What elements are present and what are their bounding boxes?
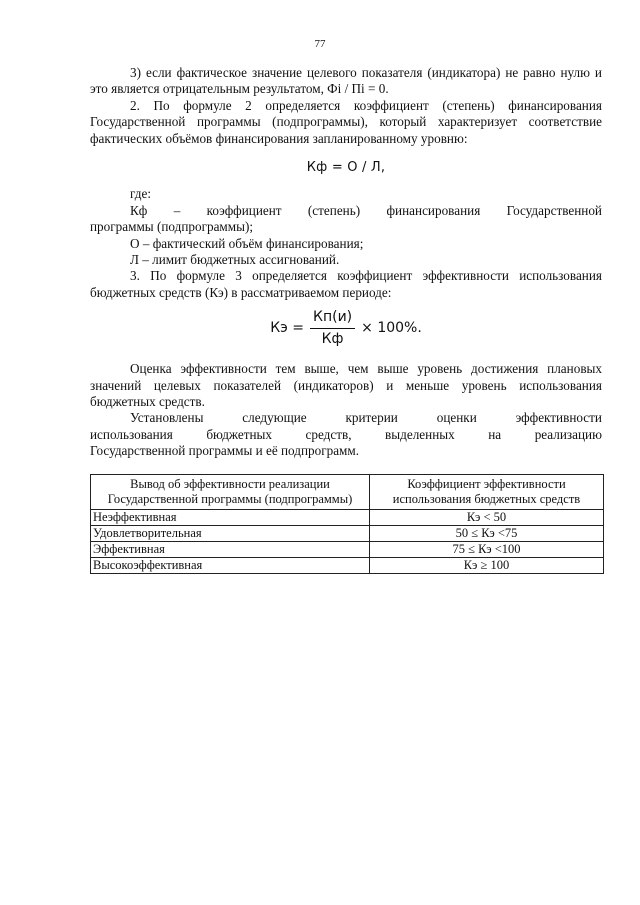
table-row bbox=[91, 557, 604, 573]
paragraph-evaluation: Оценка эффективности тем выше, чем выше уровень достижения плановых значений целевых показателей (индикаторов) и меньше уровень использования бюджетных средств. bbox=[90, 361, 602, 409]
paragraph-formula-2-intro: 2. По формуле 2 определяется коэффициент (степень) финансирования Государственной программы (подпрограммы), который характеризует соответствие фактических объёмов финансирования запланированному уровню: bbox=[90, 97, 602, 146]
criteria-table bbox=[90, 474, 604, 574]
paragraph-criteria bbox=[90, 410, 602, 459]
definition-kf-word: (степень) bbox=[307, 202, 361, 218]
formula-ke-lhs: Кэ = bbox=[270, 319, 305, 336]
where-label: где: bbox=[130, 186, 151, 202]
table-cell-value: 75 ≤ Кэ <100 bbox=[370, 541, 604, 557]
paragraph-formula-3-intro: 3. По формуле 3 определяется коэффициент эффективности использования бюджетных средств (Кэ) в рассматриваемом периоде: bbox=[90, 268, 602, 300]
definition-l: Л – лимит бюджетных ассигнований. bbox=[130, 252, 340, 268]
page-number: 77 bbox=[314, 38, 326, 50]
paragraph-condition-3: 3) если фактическое значение целевого показателя (индикатора) не равно нулю и это является отрицательным результатом, Фi / Пi = 0. bbox=[90, 65, 602, 97]
criteria-word: Установлены bbox=[130, 410, 204, 426]
table-row bbox=[91, 541, 604, 557]
formula-ke-rhs: × 100%. bbox=[361, 319, 422, 336]
criteria-word: критерии bbox=[345, 410, 398, 426]
definition-kf bbox=[90, 203, 602, 236]
criteria-word: следующие bbox=[242, 410, 307, 426]
table-cell-label: Высокоэффективная bbox=[91, 557, 370, 573]
table-header-conclusion: Вывод об эффективности реализации Государственной программы (подпрограммы) bbox=[91, 474, 370, 509]
table-cell-value: Кэ ≥ 100 bbox=[370, 557, 604, 573]
criteria-line-2 bbox=[90, 427, 602, 443]
document-body bbox=[90, 65, 602, 574]
criteria-word: средств, bbox=[305, 426, 352, 442]
criteria-line-1 bbox=[90, 410, 602, 426]
criteria-word: эффективности bbox=[515, 410, 602, 426]
criteria-word: использования bbox=[90, 426, 173, 442]
table-row bbox=[91, 509, 604, 525]
criteria-word: выделенных bbox=[385, 426, 455, 442]
definition-kf-word: Государственной bbox=[506, 202, 602, 218]
formula-kf: Кф = О / Л, bbox=[306, 160, 386, 176]
criteria-line-3: Государственной программы и её подпрограмм. bbox=[90, 443, 360, 459]
criteria-word: оценки bbox=[436, 410, 477, 426]
table-cell-value: Кэ < 50 bbox=[370, 509, 604, 525]
definition-kf-word: финансирования bbox=[386, 202, 481, 218]
table-cell-label: Неэффективная bbox=[91, 509, 370, 525]
formula-ke-fraction bbox=[310, 309, 355, 347]
definition-kf-continuation: программы (подпрограммы); bbox=[90, 219, 254, 235]
formula-ke bbox=[90, 309, 602, 347]
formula-ke-denominator: Кф bbox=[321, 330, 344, 347]
table-header-coefficient: Коэффициент эффективности использования бюджетных средств bbox=[370, 474, 604, 509]
definition-kf-term: Кф bbox=[130, 202, 148, 218]
definition-kf-dash: – bbox=[173, 202, 181, 218]
table-header-row bbox=[91, 474, 604, 509]
criteria-word: реализацию bbox=[534, 426, 602, 442]
definition-o: О – фактический объём финансирования; bbox=[130, 235, 364, 251]
definition-kf-word: коэффициент bbox=[206, 202, 282, 218]
table-cell-label: Удовлетворительная bbox=[91, 525, 370, 541]
table-cell-label: Эффективная bbox=[91, 541, 370, 557]
criteria-word: на bbox=[488, 426, 502, 442]
formula-ke-numerator: Кп(и) bbox=[310, 309, 355, 328]
definition-kf-line bbox=[90, 203, 602, 219]
criteria-word: бюджетных bbox=[206, 426, 272, 442]
table-cell-value: 50 ≤ Кэ <75 bbox=[370, 525, 604, 541]
table-row bbox=[91, 525, 604, 541]
